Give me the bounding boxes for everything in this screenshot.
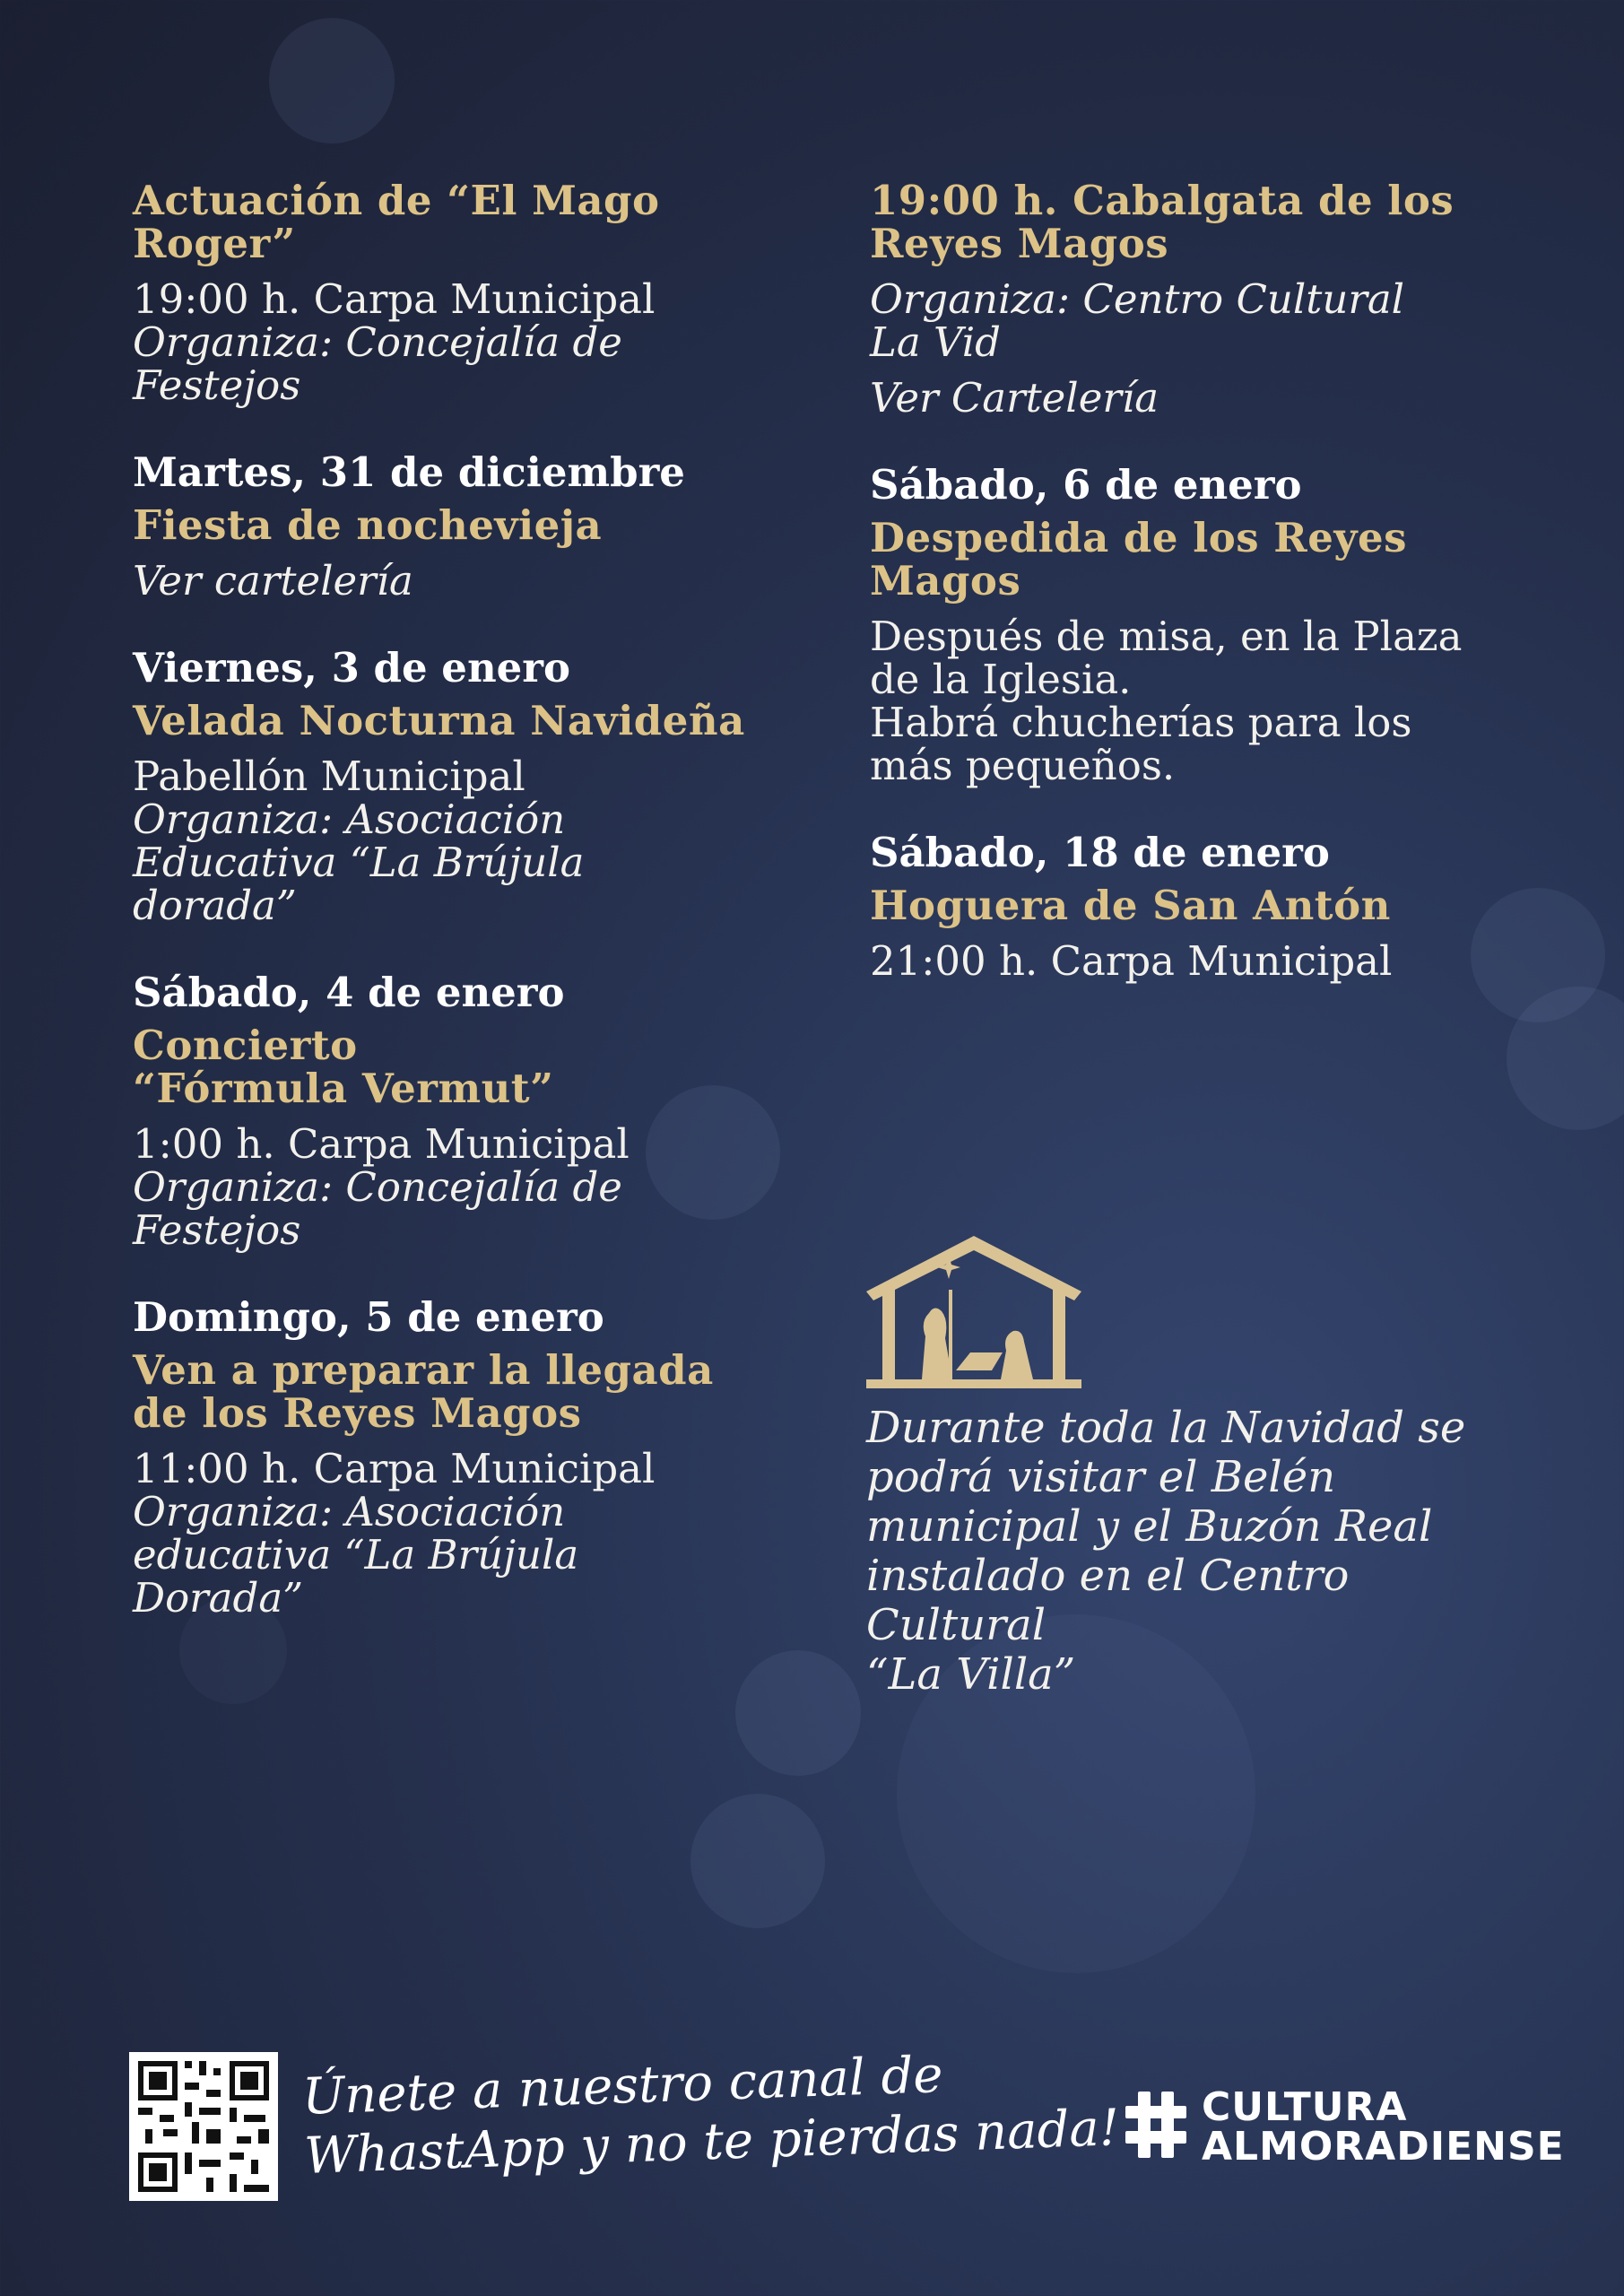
event-date: Viernes, 3 de enero	[133, 644, 571, 691]
event-detail: Pabellón Municipal	[133, 752, 525, 800]
event-date: Domingo, 5 de enero	[133, 1293, 604, 1341]
event-title: Velada Nocturna Navideña	[133, 697, 745, 744]
event-title: Concierto “Fórmula Vermut”	[133, 1022, 554, 1112]
right-event-column	[870, 179, 1533, 1026]
brand-logo-text: CULTURA ALMORADIENSE	[1202, 2084, 1565, 2170]
hashtag-icon	[1125, 2092, 1186, 2158]
event-detail: 19:00 h. Carpa Municipal	[133, 275, 656, 323]
event-block	[133, 646, 832, 927]
event-block	[133, 450, 832, 603]
event-detail: 21:00 h. Carpa Municipal	[870, 937, 1393, 985]
event-note: Ver Cartelería	[870, 374, 1159, 422]
event-title: 19:00 h. Cabalgata de los Reyes Magos	[870, 177, 1455, 267]
event-note: Organiza: Concejalía de Festejos	[133, 318, 622, 409]
event-block	[133, 970, 832, 1252]
event-block	[133, 1295, 832, 1620]
event-note: Organiza: Centro Cultural La Vid	[870, 275, 1405, 366]
event-block	[870, 831, 1533, 983]
event-date: Sábado, 6 de enero	[870, 461, 1302, 509]
event-note: Organiza: Asociación educativa “La Brújula Dorada”	[133, 1488, 579, 1622]
event-date: Martes, 31 de diciembre	[133, 448, 685, 496]
event-detail: Después de misa, en la Plaza de la Iglesia. Habrá chucherías para los más pequeños.	[870, 613, 1463, 789]
event-date: Sábado, 18 de enero	[870, 829, 1330, 876]
qr-code-icon[interactable]	[129, 2052, 278, 2201]
nativity-note: Durante toda la Navidad se podrá visitar el Belén municipal y el Buzón Real instalado en el Centro Cultural “La Villa”	[866, 1403, 1466, 1700]
event-title: Hoguera de San Antón	[870, 882, 1391, 929]
bokeh-light	[735, 1650, 861, 1776]
event-title: Despedida de los Reyes Magos	[870, 514, 1407, 604]
left-event-column	[133, 179, 832, 1663]
event-note: Organiza: Asociación Educativa “La Brújula dorada”	[133, 796, 585, 929]
whatsapp-invite-text: Únete a nuestro canal de WhastApp y no te pierdas nada!	[300, 2045, 1121, 2186]
event-note: Ver cartelería	[133, 557, 413, 604]
event-title: Fiesta de nochevieja	[133, 501, 603, 549]
event-block	[870, 179, 1533, 420]
bokeh-light	[690, 1794, 825, 1928]
bokeh-light	[269, 18, 395, 144]
event-note: Organiza: Concejalía de Festejos	[133, 1163, 622, 1254]
event-detail: 11:00 h. Carpa Municipal	[133, 1445, 656, 1492]
nativity-icon	[866, 1236, 1081, 1388]
event-date: Sábado, 4 de enero	[133, 969, 565, 1016]
event-block	[870, 463, 1533, 787]
event-detail: 1:00 h. Carpa Municipal	[133, 1120, 630, 1168]
event-block	[133, 179, 832, 407]
event-title: Ven a preparar la llegada de los Reyes Magos	[133, 1346, 714, 1437]
event-title: Actuación de “El Mago Roger”	[133, 177, 660, 267]
